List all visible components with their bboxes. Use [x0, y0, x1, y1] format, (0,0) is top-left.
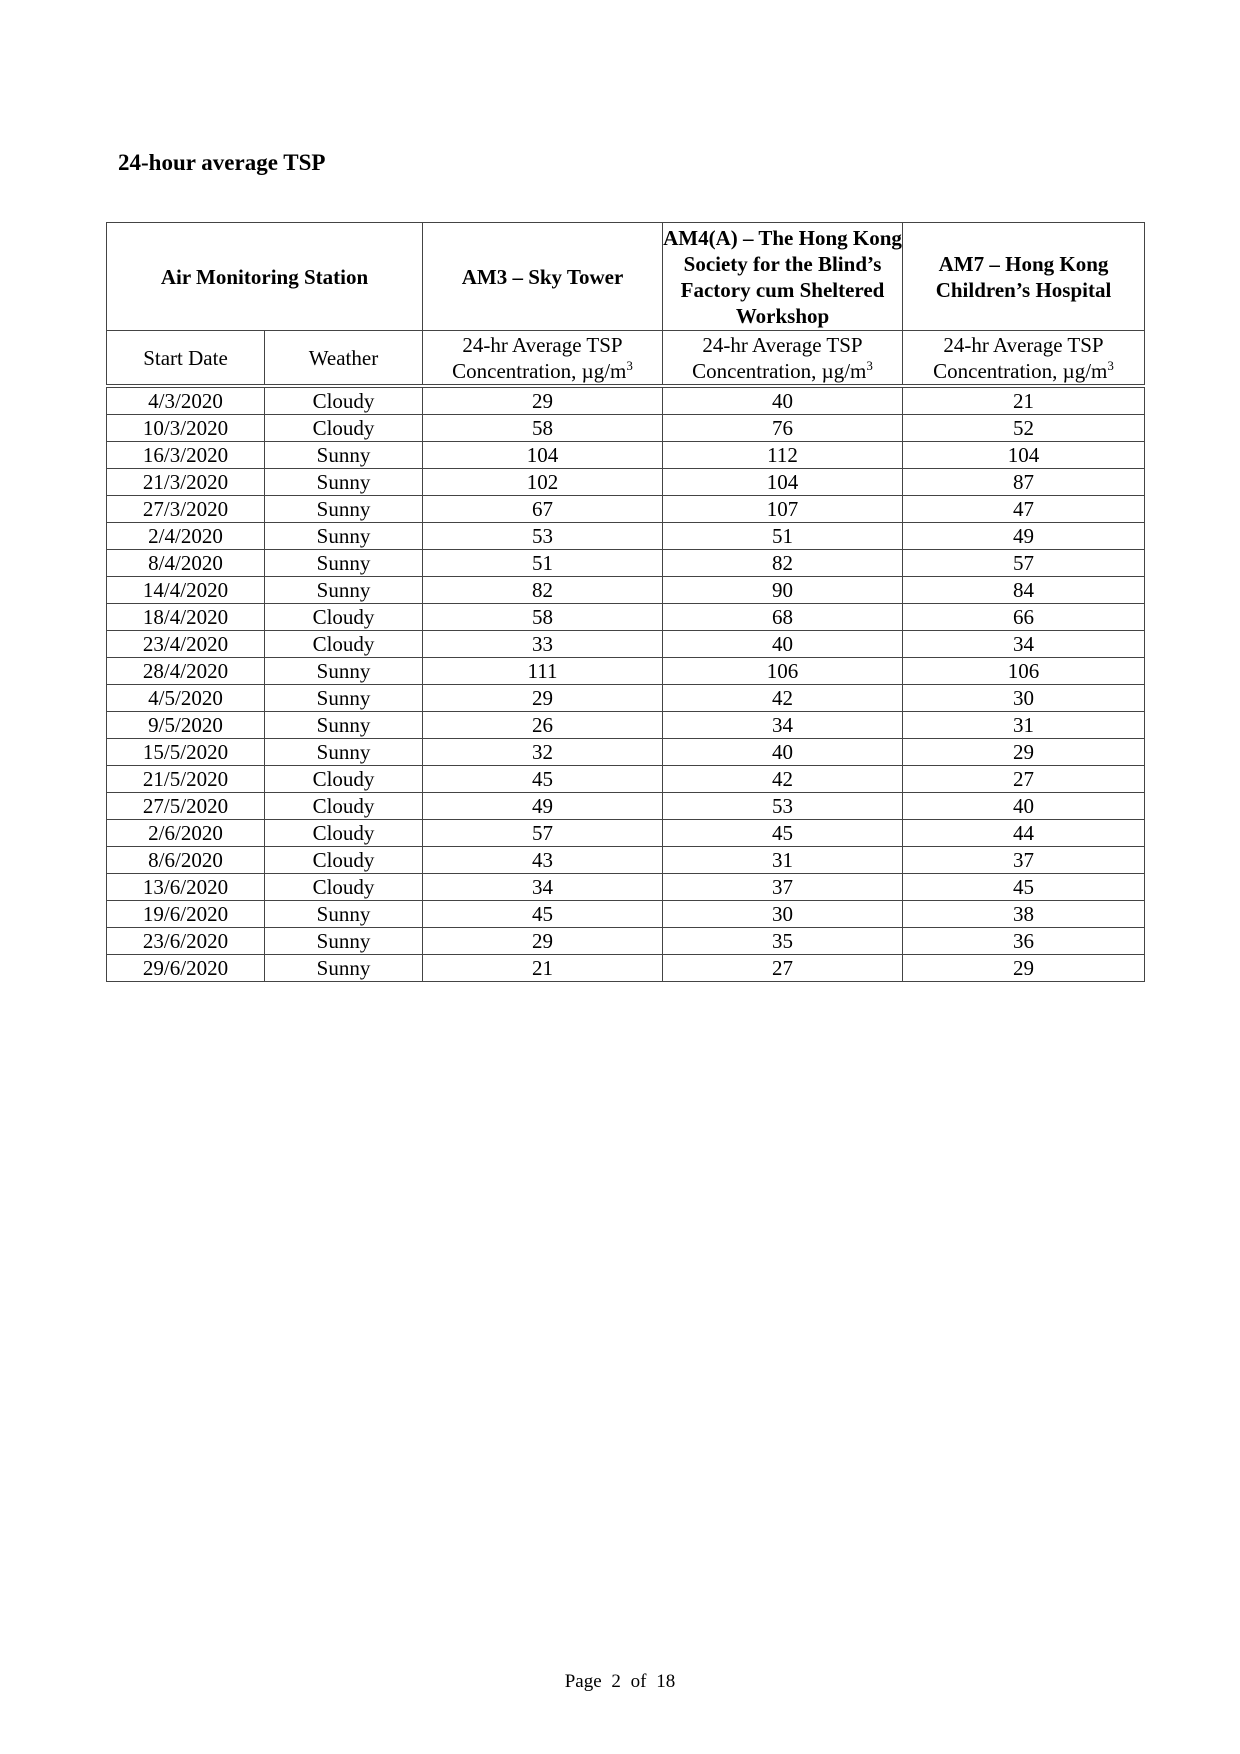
weather-cell: Sunny	[265, 739, 423, 766]
am7-value-cell: 49	[903, 523, 1145, 550]
concentration-label-line1: 24-hr Average TSP	[943, 332, 1104, 357]
start-date-cell: 13/6/2020	[107, 874, 265, 901]
am7-value-cell: 45	[903, 874, 1145, 901]
am7-value-cell: 57	[903, 550, 1145, 577]
am4a-value-cell: 53	[663, 793, 903, 820]
am7-value-cell: 106	[903, 658, 1145, 685]
weather-header: Weather	[265, 331, 423, 387]
am7-value-cell: 34	[903, 631, 1145, 658]
table-row	[107, 820, 1145, 847]
am4a-value-cell: 82	[663, 550, 903, 577]
weather-cell: Cloudy	[265, 415, 423, 442]
am3-value-cell: 34	[423, 874, 663, 901]
weather-cell: Sunny	[265, 928, 423, 955]
am7-value-cell: 30	[903, 685, 1145, 712]
table-row	[107, 469, 1145, 496]
start-date-cell: 10/3/2020	[107, 415, 265, 442]
table-row	[107, 955, 1145, 982]
am4a-value-cell: 27	[663, 955, 903, 982]
start-date-cell: 21/5/2020	[107, 766, 265, 793]
am7-value-cell: 29	[903, 739, 1145, 766]
weather-cell: Sunny	[265, 685, 423, 712]
start-date-cell: 14/4/2020	[107, 577, 265, 604]
am4a-value-cell: 107	[663, 496, 903, 523]
station-header-row	[107, 223, 1145, 331]
table-row	[107, 442, 1145, 469]
am3-value-cell: 57	[423, 820, 663, 847]
weather-cell: Cloudy	[265, 386, 423, 415]
start-date-cell: 23/6/2020	[107, 928, 265, 955]
weather-cell: Sunny	[265, 550, 423, 577]
am3-value-cell: 58	[423, 604, 663, 631]
table-row	[107, 496, 1145, 523]
station-header-am4a: AM4(A) – The Hong Kong Society for the Blind’s Factory cum Sheltered Workshop	[663, 223, 903, 331]
table-row	[107, 739, 1145, 766]
am7-value-cell: 37	[903, 847, 1145, 874]
table-row	[107, 577, 1145, 604]
weather-cell: Cloudy	[265, 847, 423, 874]
start-date-cell: 2/4/2020	[107, 523, 265, 550]
am7-value-cell: 47	[903, 496, 1145, 523]
table-row	[107, 415, 1145, 442]
table-row	[107, 901, 1145, 928]
start-date-cell: 27/3/2020	[107, 496, 265, 523]
weather-cell: Sunny	[265, 442, 423, 469]
am3-value-cell: 29	[423, 928, 663, 955]
concentration-header-am7	[903, 331, 1145, 387]
am7-value-cell: 21	[903, 386, 1145, 415]
am7-value-cell: 36	[903, 928, 1145, 955]
unit-superscript: 3	[626, 357, 633, 373]
am7-value-cell: 31	[903, 712, 1145, 739]
station-header-am3: AM3 – Sky Tower	[423, 223, 663, 331]
am4a-value-cell: 42	[663, 766, 903, 793]
am4a-value-cell: 68	[663, 604, 903, 631]
tsp-table-body	[107, 386, 1145, 982]
start-date-cell: 23/4/2020	[107, 631, 265, 658]
unit-superscript: 3	[1107, 357, 1114, 373]
am4a-value-cell: 51	[663, 523, 903, 550]
am3-value-cell: 82	[423, 577, 663, 604]
concentration-label-line2: Concentration, µg/m	[452, 358, 627, 383]
concentration-header-am4a	[663, 331, 903, 387]
start-date-cell: 16/3/2020	[107, 442, 265, 469]
weather-cell: Sunny	[265, 658, 423, 685]
am7-value-cell: 84	[903, 577, 1145, 604]
start-date-cell: 18/4/2020	[107, 604, 265, 631]
am7-value-cell: 40	[903, 793, 1145, 820]
start-date-cell: 29/6/2020	[107, 955, 265, 982]
weather-cell: Sunny	[265, 469, 423, 496]
weather-cell: Cloudy	[265, 820, 423, 847]
start-date-cell: 28/4/2020	[107, 658, 265, 685]
concentration-header-am3	[423, 331, 663, 387]
am3-value-cell: 21	[423, 955, 663, 982]
am7-value-cell: 66	[903, 604, 1145, 631]
weather-cell: Sunny	[265, 901, 423, 928]
weather-cell: Cloudy	[265, 631, 423, 658]
am3-value-cell: 45	[423, 901, 663, 928]
weather-cell: Cloudy	[265, 604, 423, 631]
weather-cell: Cloudy	[265, 766, 423, 793]
am3-value-cell: 33	[423, 631, 663, 658]
start-date-cell: 15/5/2020	[107, 739, 265, 766]
table-row	[107, 685, 1145, 712]
am7-value-cell: 44	[903, 820, 1145, 847]
concentration-label-line1: 24-hr Average TSP	[702, 332, 863, 357]
weather-cell: Cloudy	[265, 793, 423, 820]
am4a-value-cell: 112	[663, 442, 903, 469]
am3-value-cell: 29	[423, 386, 663, 415]
table-row	[107, 766, 1145, 793]
table-row	[107, 874, 1145, 901]
start-date-cell: 19/6/2020	[107, 901, 265, 928]
am4a-value-cell: 31	[663, 847, 903, 874]
am3-value-cell: 45	[423, 766, 663, 793]
weather-cell: Cloudy	[265, 874, 423, 901]
start-date-cell: 4/5/2020	[107, 685, 265, 712]
start-date-cell: 2/6/2020	[107, 820, 265, 847]
am3-value-cell: 49	[423, 793, 663, 820]
am3-value-cell: 51	[423, 550, 663, 577]
table-row	[107, 793, 1145, 820]
am7-value-cell: 27	[903, 766, 1145, 793]
am3-value-cell: 53	[423, 523, 663, 550]
am4a-value-cell: 104	[663, 469, 903, 496]
am4a-value-cell: 34	[663, 712, 903, 739]
concentration-label-line2: Concentration, µg/m	[692, 358, 867, 383]
am4a-value-cell: 45	[663, 820, 903, 847]
am3-value-cell: 104	[423, 442, 663, 469]
am7-value-cell: 104	[903, 442, 1145, 469]
table-row	[107, 631, 1145, 658]
table-row	[107, 658, 1145, 685]
am4a-value-cell: 30	[663, 901, 903, 928]
am3-value-cell: 43	[423, 847, 663, 874]
start-date-cell: 9/5/2020	[107, 712, 265, 739]
station-header-am7: AM7 – Hong Kong Children’s Hospital	[903, 223, 1145, 331]
concentration-label-line2: Concentration, µg/m	[933, 358, 1108, 383]
weather-cell: Sunny	[265, 577, 423, 604]
weather-cell: Sunny	[265, 712, 423, 739]
start-date-cell: 8/6/2020	[107, 847, 265, 874]
start-date-header: Start Date	[107, 331, 265, 387]
am3-value-cell: 111	[423, 658, 663, 685]
air-monitoring-station-header: Air Monitoring Station	[107, 223, 423, 331]
table-row	[107, 712, 1145, 739]
am4a-value-cell: 40	[663, 386, 903, 415]
start-date-cell: 4/3/2020	[107, 386, 265, 415]
am7-value-cell: 29	[903, 955, 1145, 982]
weather-cell: Sunny	[265, 496, 423, 523]
start-date-cell: 21/3/2020	[107, 469, 265, 496]
am3-value-cell: 29	[423, 685, 663, 712]
table-row	[107, 523, 1145, 550]
page-number: Page 2 of 18	[564, 1671, 676, 1692]
am4a-value-cell: 40	[663, 739, 903, 766]
weather-cell: Sunny	[265, 523, 423, 550]
am4a-value-cell: 76	[663, 415, 903, 442]
concentration-label-line1: 24-hr Average TSP	[462, 332, 623, 357]
column-header-row	[107, 331, 1145, 387]
am4a-value-cell: 37	[663, 874, 903, 901]
table-row	[107, 847, 1145, 874]
tsp-table	[106, 222, 1145, 982]
am4a-value-cell: 106	[663, 658, 903, 685]
am4a-value-cell: 40	[663, 631, 903, 658]
table-row	[107, 604, 1145, 631]
am3-value-cell: 32	[423, 739, 663, 766]
table-row	[107, 386, 1145, 415]
unit-superscript: 3	[866, 357, 873, 373]
am3-value-cell: 67	[423, 496, 663, 523]
am4a-value-cell: 42	[663, 685, 903, 712]
start-date-cell: 8/4/2020	[107, 550, 265, 577]
section-title: 24-hour average TSP	[118, 150, 326, 175]
am7-value-cell: 52	[903, 415, 1145, 442]
am7-value-cell: 38	[903, 901, 1145, 928]
am3-value-cell: 102	[423, 469, 663, 496]
start-date-cell: 27/5/2020	[107, 793, 265, 820]
table-row	[107, 928, 1145, 955]
am4a-value-cell: 35	[663, 928, 903, 955]
am7-value-cell: 87	[903, 469, 1145, 496]
am4a-value-cell: 90	[663, 577, 903, 604]
table-row	[107, 550, 1145, 577]
am3-value-cell: 58	[423, 415, 663, 442]
weather-cell: Sunny	[265, 955, 423, 982]
am3-value-cell: 26	[423, 712, 663, 739]
